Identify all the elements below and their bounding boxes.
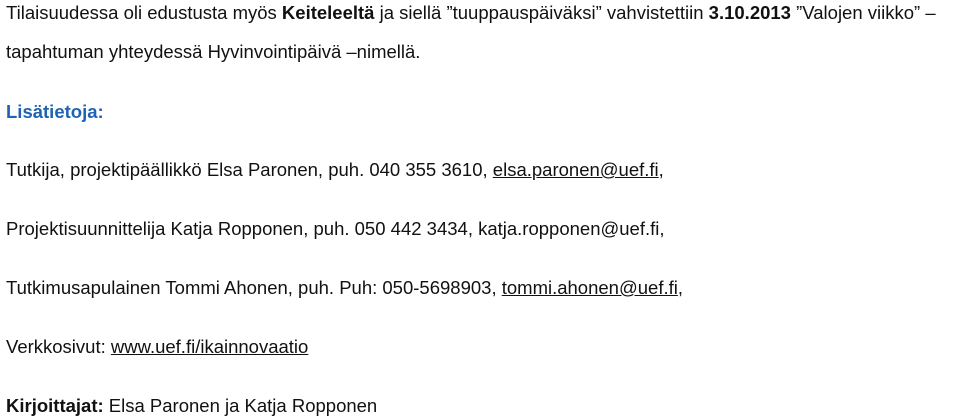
contact-text: Projektisuunnittelija Katja Ropponen, puh. 050 442 3434, katja.ropponen@uef.fi, xyxy=(6,218,665,239)
website-line xyxy=(6,336,308,358)
website-link[interactable]: www.uef.fi/ikainnovaatio xyxy=(110,336,309,357)
intro-line-2: tapahtuman yhteydessä Hyvinvointipäivä –nimellä. xyxy=(6,41,421,62)
authors-label: Kirjoittajat: xyxy=(6,395,104,416)
intro-date: 3.10.2013 xyxy=(708,2,791,23)
intro-line-1 xyxy=(6,2,936,24)
authors-names: Elsa Paronen ja Katja Ropponen xyxy=(103,395,378,416)
intro-text: ”Valojen viikko” – xyxy=(790,2,936,23)
contact-paronen xyxy=(6,159,664,181)
intro-text: Tilaisuudessa oli edustusta myös xyxy=(6,2,282,23)
website-label: Verkkosivut: xyxy=(6,336,111,357)
contact-ahonen xyxy=(6,277,683,299)
intro-keitele: Keiteleeltä xyxy=(281,2,375,23)
contact-suffix: , xyxy=(658,159,664,180)
authors-line xyxy=(6,395,377,417)
info-heading: Lisätietoja: xyxy=(6,101,104,122)
contact-text: Tutkimusapulainen Tommi Ahonen, puh. Puh: 050-5698903, xyxy=(6,277,502,298)
email-link-ahonen[interactable]: tommi.ahonen@uef.fi xyxy=(501,277,678,298)
intro-text: ja siellä ”tuuppauspäiväksi” vahvistettiin xyxy=(374,2,709,23)
email-link-paronen[interactable]: elsa.paronen@uef.fi xyxy=(492,159,659,180)
contact-text: Tutkija, projektipäällikkö Elsa Paronen, puh. 040 355 3610, xyxy=(6,159,493,180)
contact-ropponen xyxy=(6,218,665,240)
contact-suffix: , xyxy=(677,277,683,298)
